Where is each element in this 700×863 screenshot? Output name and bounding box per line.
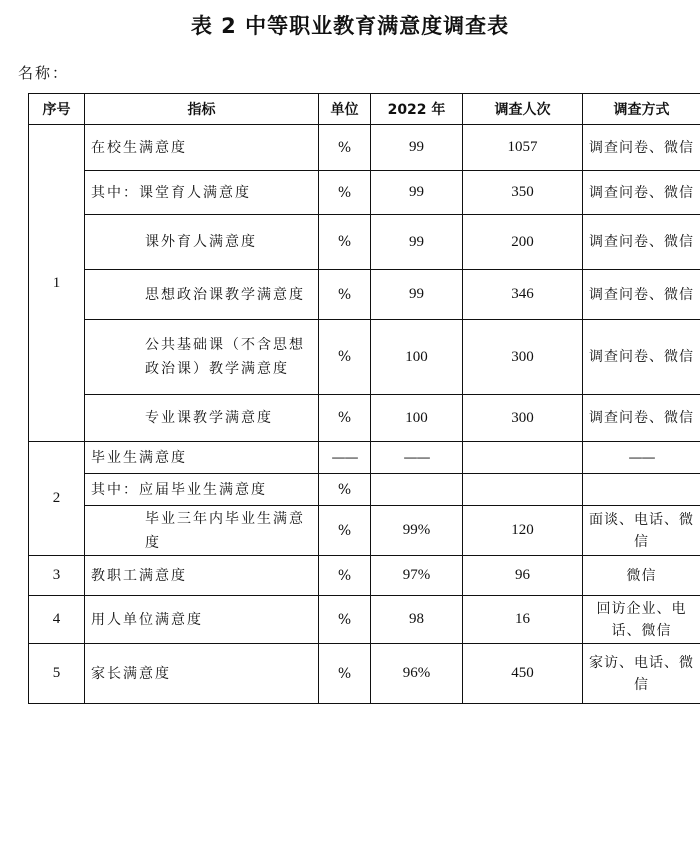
unit-cell: % bbox=[319, 125, 371, 171]
unit-cell: % bbox=[319, 556, 371, 596]
method-cell: 调查问卷、微信 bbox=[583, 125, 700, 171]
indicator-cell: 专业课教学满意度 bbox=[85, 395, 319, 442]
page-title: 表 2 中等职业教育满意度调查表 bbox=[190, 14, 510, 38]
table-row bbox=[29, 171, 700, 215]
unit-cell: % bbox=[319, 171, 371, 215]
count-cell: 346 bbox=[463, 270, 583, 320]
method-cell: 调查问卷、微信 bbox=[583, 270, 700, 320]
count-cell: 16 bbox=[463, 596, 583, 644]
table-row bbox=[29, 215, 700, 270]
method-cell: —— bbox=[583, 442, 700, 474]
count-cell bbox=[463, 442, 583, 474]
count-cell bbox=[463, 474, 583, 506]
method-cell: 调查问卷、微信 bbox=[583, 320, 700, 395]
table-row bbox=[29, 270, 700, 320]
unit-cell: —— bbox=[319, 442, 371, 474]
method-cell: 微信 bbox=[583, 556, 700, 596]
seq-cell: 5 bbox=[29, 644, 85, 704]
table-row bbox=[29, 474, 700, 506]
indicator-cell: 毕业三年内毕业生满意度 bbox=[85, 506, 319, 556]
header-indicator: 指标 bbox=[85, 94, 319, 125]
indicator-cell: 教职工满意度 bbox=[85, 556, 319, 596]
header-unit: 单位 bbox=[319, 94, 371, 125]
unit-cell: % bbox=[319, 596, 371, 644]
count-cell: 450 bbox=[463, 644, 583, 704]
unit-cell: % bbox=[319, 644, 371, 704]
table-row bbox=[29, 556, 700, 596]
value-cell: 99 bbox=[371, 215, 463, 270]
value-cell: 100 bbox=[371, 320, 463, 395]
method-cell: 家访、电话、微信 bbox=[583, 644, 700, 704]
unit-cell: % bbox=[319, 395, 371, 442]
value-cell: 96% bbox=[371, 644, 463, 704]
value-cell: 100 bbox=[371, 395, 463, 442]
header-row bbox=[29, 94, 700, 125]
method-cell: 调查问卷、微信 bbox=[583, 171, 700, 215]
count-cell: 300 bbox=[463, 395, 583, 442]
table-row bbox=[29, 596, 700, 644]
indicator-cell: 在校生满意度 bbox=[85, 125, 319, 171]
count-cell: 300 bbox=[463, 320, 583, 395]
header-seq: 序号 bbox=[29, 94, 85, 125]
indicator-cell: 其中：课堂育人满意度 bbox=[85, 171, 319, 215]
method-cell: 调查问卷、微信 bbox=[583, 395, 700, 442]
table-row bbox=[29, 644, 700, 704]
value-cell bbox=[371, 474, 463, 506]
indicator-cell: 公共基础课（不含思想政治课）教学满意度 bbox=[85, 320, 319, 395]
method-cell bbox=[583, 474, 700, 506]
value-cell: 99 bbox=[371, 171, 463, 215]
name-label: 名称： bbox=[18, 64, 70, 82]
table-row bbox=[29, 442, 700, 474]
method-cell: 回访企业、电话、微信 bbox=[583, 596, 700, 644]
seq-cell: 2 bbox=[29, 442, 85, 556]
seq-cell: 3 bbox=[29, 556, 85, 596]
unit-cell: % bbox=[319, 506, 371, 556]
count-cell: 200 bbox=[463, 215, 583, 270]
method-cell: 面谈、电话、微信 bbox=[583, 506, 700, 556]
indicator-cell: 用人单位满意度 bbox=[85, 596, 319, 644]
seq-cell: 4 bbox=[29, 596, 85, 644]
count-cell: 96 bbox=[463, 556, 583, 596]
seq-cell: 1 bbox=[29, 125, 85, 442]
header-method: 调查方式 bbox=[583, 94, 700, 125]
table-row bbox=[29, 125, 700, 171]
value-cell: 99% bbox=[371, 506, 463, 556]
unit-cell: % bbox=[319, 320, 371, 395]
value-cell: 99 bbox=[371, 125, 463, 171]
indicator-cell: 课外育人满意度 bbox=[85, 215, 319, 270]
survey-table bbox=[28, 93, 700, 704]
unit-cell: % bbox=[319, 270, 371, 320]
table-row bbox=[29, 506, 700, 556]
indicator-cell: 家长满意度 bbox=[85, 644, 319, 704]
count-cell: 120 bbox=[463, 506, 583, 556]
value-cell: —— bbox=[371, 442, 463, 474]
unit-cell: % bbox=[319, 474, 371, 506]
value-cell: 99 bbox=[371, 270, 463, 320]
header-count: 调查人次 bbox=[463, 94, 583, 125]
count-cell: 350 bbox=[463, 171, 583, 215]
header-year: 2022 年 bbox=[371, 94, 463, 125]
indicator-cell: 其中：应届毕业生满意度 bbox=[85, 474, 319, 506]
table-row bbox=[29, 395, 700, 442]
table-row bbox=[29, 320, 700, 395]
count-cell: 1057 bbox=[463, 125, 583, 171]
value-cell: 97% bbox=[371, 556, 463, 596]
indicator-cell: 毕业生满意度 bbox=[85, 442, 319, 474]
indicator-cell: 思想政治课教学满意度 bbox=[85, 270, 319, 320]
unit-cell: % bbox=[319, 215, 371, 270]
method-cell: 调查问卷、微信 bbox=[583, 215, 700, 270]
value-cell: 98 bbox=[371, 596, 463, 644]
